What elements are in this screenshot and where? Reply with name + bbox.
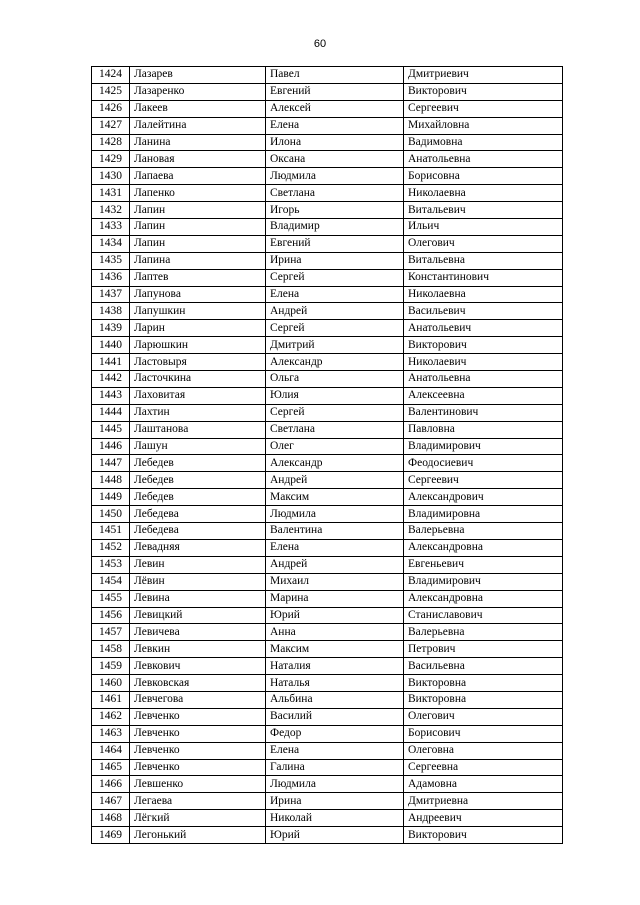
patronymic-cell: Николаевна: [404, 286, 563, 303]
first-name-cell: Наталия: [266, 658, 404, 675]
row-number-cell: 1425: [92, 83, 130, 100]
first-name-cell: Ирина: [266, 252, 404, 269]
table-row: [92, 641, 563, 658]
row-number-cell: 1452: [92, 539, 130, 556]
first-name-cell: Дмитрий: [266, 337, 404, 354]
patronymic-cell: Анатольевич: [404, 320, 563, 337]
row-number-cell: 1463: [92, 725, 130, 742]
table-row: [92, 556, 563, 573]
page-number: 60: [313, 38, 327, 50]
last-name-cell: Левченко: [130, 759, 266, 776]
first-name-cell: Сергей: [266, 320, 404, 337]
table-row: [92, 691, 563, 708]
row-number-cell: 1442: [92, 371, 130, 388]
first-name-cell: Максим: [266, 641, 404, 658]
first-name-cell: Александр: [266, 354, 404, 371]
table-row: [92, 117, 563, 134]
first-name-cell: Евгений: [266, 83, 404, 100]
row-number-cell: 1431: [92, 185, 130, 202]
row-number-cell: 1433: [92, 219, 130, 236]
table-row: [92, 658, 563, 675]
table-row: [92, 252, 563, 269]
last-name-cell: Лазарев: [130, 67, 266, 84]
row-number-cell: 1427: [92, 117, 130, 134]
last-name-cell: Левчегова: [130, 691, 266, 708]
patronymic-cell: Дмитриевна: [404, 793, 563, 810]
patronymic-cell: Васильевна: [404, 658, 563, 675]
table-row: [92, 168, 563, 185]
first-name-cell: Александр: [266, 455, 404, 472]
table-row: [92, 404, 563, 421]
first-name-cell: Елена: [266, 286, 404, 303]
names-table: [91, 66, 563, 844]
last-name-cell: Левкин: [130, 641, 266, 658]
patronymic-cell: Петрович: [404, 641, 563, 658]
patronymic-cell: Викторович: [404, 827, 563, 844]
table-row: [92, 438, 563, 455]
table-row: [92, 827, 563, 844]
table-row: [92, 303, 563, 320]
first-name-cell: Евгений: [266, 235, 404, 252]
table-row: [92, 337, 563, 354]
last-name-cell: Ласточкина: [130, 371, 266, 388]
first-name-cell: Елена: [266, 742, 404, 759]
table-row: [92, 539, 563, 556]
row-number-cell: 1451: [92, 523, 130, 540]
patronymic-cell: Константинович: [404, 269, 563, 286]
table-row: [92, 67, 563, 84]
first-name-cell: Людмила: [266, 168, 404, 185]
table-row: [92, 725, 563, 742]
last-name-cell: Левшенко: [130, 776, 266, 793]
row-number-cell: 1455: [92, 590, 130, 607]
first-name-cell: Юлия: [266, 387, 404, 404]
table-row: [92, 185, 563, 202]
first-name-cell: Светлана: [266, 421, 404, 438]
patronymic-cell: Ильич: [404, 219, 563, 236]
last-name-cell: Ларюшкин: [130, 337, 266, 354]
last-name-cell: Левицкий: [130, 607, 266, 624]
row-number-cell: 1441: [92, 354, 130, 371]
table-row: [92, 624, 563, 641]
first-name-cell: Андрей: [266, 472, 404, 489]
row-number-cell: 1465: [92, 759, 130, 776]
table-row: [92, 151, 563, 168]
table-row: [92, 83, 563, 100]
first-name-cell: Альбина: [266, 691, 404, 708]
patronymic-cell: Владимировна: [404, 506, 563, 523]
row-number-cell: 1460: [92, 675, 130, 692]
patronymic-cell: Дмитриевич: [404, 67, 563, 84]
table-row: [92, 675, 563, 692]
row-number-cell: 1467: [92, 793, 130, 810]
table-row: [92, 590, 563, 607]
patronymic-cell: Сергеевич: [404, 100, 563, 117]
first-name-cell: Анна: [266, 624, 404, 641]
row-number-cell: 1443: [92, 387, 130, 404]
table-row: [92, 759, 563, 776]
table-row: [92, 607, 563, 624]
last-name-cell: Лаховитая: [130, 387, 266, 404]
row-number-cell: 1461: [92, 691, 130, 708]
last-name-cell: Левадняя: [130, 539, 266, 556]
first-name-cell: Сергей: [266, 269, 404, 286]
last-name-cell: Лашун: [130, 438, 266, 455]
table-row: [92, 455, 563, 472]
last-name-cell: Лановая: [130, 151, 266, 168]
patronymic-cell: Сергеевна: [404, 759, 563, 776]
patronymic-cell: Адамовна: [404, 776, 563, 793]
first-name-cell: Юрий: [266, 607, 404, 624]
table-row: [92, 286, 563, 303]
table-row: [92, 742, 563, 759]
last-name-cell: Лапина: [130, 252, 266, 269]
patronymic-cell: Владимирович: [404, 438, 563, 455]
patronymic-cell: Феодосиевич: [404, 455, 563, 472]
row-number-cell: 1429: [92, 151, 130, 168]
first-name-cell: Павел: [266, 67, 404, 84]
patronymic-cell: Олеговна: [404, 742, 563, 759]
row-number-cell: 1468: [92, 810, 130, 827]
table-row: [92, 708, 563, 725]
row-number-cell: 1435: [92, 252, 130, 269]
patronymic-cell: Викторович: [404, 337, 563, 354]
last-name-cell: Лапаева: [130, 168, 266, 185]
first-name-cell: Оксана: [266, 151, 404, 168]
first-name-cell: Владимир: [266, 219, 404, 236]
table-row: [92, 269, 563, 286]
row-number-cell: 1464: [92, 742, 130, 759]
patronymic-cell: Николаевна: [404, 185, 563, 202]
table-row: [92, 371, 563, 388]
first-name-cell: Елена: [266, 117, 404, 134]
first-name-cell: Галина: [266, 759, 404, 776]
first-name-cell: Людмила: [266, 776, 404, 793]
last-name-cell: Лебедев: [130, 489, 266, 506]
patronymic-cell: Павловна: [404, 421, 563, 438]
last-name-cell: Лапин: [130, 235, 266, 252]
row-number-cell: 1430: [92, 168, 130, 185]
last-name-cell: Левченко: [130, 708, 266, 725]
row-number-cell: 1449: [92, 489, 130, 506]
row-number-cell: 1436: [92, 269, 130, 286]
row-number-cell: 1446: [92, 438, 130, 455]
first-name-cell: Валентина: [266, 523, 404, 540]
row-number-cell: 1457: [92, 624, 130, 641]
table-row: [92, 573, 563, 590]
row-number-cell: 1453: [92, 556, 130, 573]
first-name-cell: Игорь: [266, 202, 404, 219]
patronymic-cell: Андреевич: [404, 810, 563, 827]
patronymic-cell: Викторович: [404, 83, 563, 100]
last-name-cell: Левковская: [130, 675, 266, 692]
row-number-cell: 1437: [92, 286, 130, 303]
patronymic-cell: Вадимовна: [404, 134, 563, 151]
row-number-cell: 1458: [92, 641, 130, 658]
last-name-cell: Лебедева: [130, 506, 266, 523]
patronymic-cell: Викторовна: [404, 675, 563, 692]
last-name-cell: Лёгкий: [130, 810, 266, 827]
last-name-cell: Левченко: [130, 742, 266, 759]
row-number-cell: 1456: [92, 607, 130, 624]
first-name-cell: Наталья: [266, 675, 404, 692]
first-name-cell: Николай: [266, 810, 404, 827]
row-number-cell: 1438: [92, 303, 130, 320]
table-row: [92, 387, 563, 404]
last-name-cell: Левина: [130, 590, 266, 607]
first-name-cell: Алексей: [266, 100, 404, 117]
last-name-cell: Левин: [130, 556, 266, 573]
patronymic-cell: Владимирович: [404, 573, 563, 590]
last-name-cell: Легонький: [130, 827, 266, 844]
table-row: [92, 134, 563, 151]
patronymic-cell: Александрович: [404, 489, 563, 506]
row-number-cell: 1445: [92, 421, 130, 438]
first-name-cell: Илона: [266, 134, 404, 151]
row-number-cell: 1450: [92, 506, 130, 523]
last-name-cell: Лапушкин: [130, 303, 266, 320]
first-name-cell: Федор: [266, 725, 404, 742]
patronymic-cell: Валерьевна: [404, 624, 563, 641]
last-name-cell: Ланина: [130, 134, 266, 151]
patronymic-cell: Алексеевна: [404, 387, 563, 404]
row-number-cell: 1462: [92, 708, 130, 725]
first-name-cell: Ирина: [266, 793, 404, 810]
last-name-cell: Лебедев: [130, 455, 266, 472]
row-number-cell: 1434: [92, 235, 130, 252]
first-name-cell: Марина: [266, 590, 404, 607]
last-name-cell: Легаева: [130, 793, 266, 810]
row-number-cell: 1432: [92, 202, 130, 219]
last-name-cell: Лебедева: [130, 523, 266, 540]
patronymic-cell: Александровна: [404, 590, 563, 607]
patronymic-cell: Витальевич: [404, 202, 563, 219]
table-row: [92, 320, 563, 337]
table-row: [92, 354, 563, 371]
first-name-cell: Светлана: [266, 185, 404, 202]
first-name-cell: Елена: [266, 539, 404, 556]
patronymic-cell: Витальевна: [404, 252, 563, 269]
row-number-cell: 1448: [92, 472, 130, 489]
first-name-cell: Юрий: [266, 827, 404, 844]
last-name-cell: Левкович: [130, 658, 266, 675]
last-name-cell: Лапунова: [130, 286, 266, 303]
patronymic-cell: Анатольевна: [404, 151, 563, 168]
last-name-cell: Лакеев: [130, 100, 266, 117]
last-name-cell: Лазаренко: [130, 83, 266, 100]
row-number-cell: 1426: [92, 100, 130, 117]
last-name-cell: Левичева: [130, 624, 266, 641]
table-row: [92, 421, 563, 438]
last-name-cell: Лалейтина: [130, 117, 266, 134]
row-number-cell: 1428: [92, 134, 130, 151]
first-name-cell: Людмила: [266, 506, 404, 523]
last-name-cell: Лёвин: [130, 573, 266, 590]
row-number-cell: 1440: [92, 337, 130, 354]
table-row: [92, 810, 563, 827]
first-name-cell: Михаил: [266, 573, 404, 590]
patronymic-cell: Валентинович: [404, 404, 563, 421]
patronymic-cell: Васильевич: [404, 303, 563, 320]
patronymic-cell: Борисович: [404, 725, 563, 742]
table-row: [92, 506, 563, 523]
names-table-body: [92, 67, 563, 844]
first-name-cell: Ольга: [266, 371, 404, 388]
last-name-cell: Левченко: [130, 725, 266, 742]
patronymic-cell: Александровна: [404, 539, 563, 556]
table-row: [92, 793, 563, 810]
last-name-cell: Лапин: [130, 219, 266, 236]
last-name-cell: Лапенко: [130, 185, 266, 202]
last-name-cell: Лебедев: [130, 472, 266, 489]
patronymic-cell: Михайловна: [404, 117, 563, 134]
table-row: [92, 100, 563, 117]
last-name-cell: Ластовыря: [130, 354, 266, 371]
patronymic-cell: Анатольевна: [404, 371, 563, 388]
patronymic-cell: Станиславович: [404, 607, 563, 624]
patronymic-cell: Викторовна: [404, 691, 563, 708]
table-row: [92, 523, 563, 540]
last-name-cell: Лаптев: [130, 269, 266, 286]
table-row: [92, 472, 563, 489]
table-row: [92, 776, 563, 793]
patronymic-cell: Сергеевич: [404, 472, 563, 489]
patronymic-cell: Олегович: [404, 708, 563, 725]
last-name-cell: Ларин: [130, 320, 266, 337]
row-number-cell: 1444: [92, 404, 130, 421]
last-name-cell: Лахтин: [130, 404, 266, 421]
patronymic-cell: Борисовна: [404, 168, 563, 185]
patronymic-cell: Валерьевна: [404, 523, 563, 540]
row-number-cell: 1466: [92, 776, 130, 793]
first-name-cell: Андрей: [266, 303, 404, 320]
last-name-cell: Лапин: [130, 202, 266, 219]
first-name-cell: Олег: [266, 438, 404, 455]
table-row: [92, 489, 563, 506]
last-name-cell: Лаштанова: [130, 421, 266, 438]
patronymic-cell: Николаевич: [404, 354, 563, 371]
row-number-cell: 1439: [92, 320, 130, 337]
patronymic-cell: Евгеньевич: [404, 556, 563, 573]
row-number-cell: 1469: [92, 827, 130, 844]
table-row: [92, 202, 563, 219]
first-name-cell: Андрей: [266, 556, 404, 573]
patronymic-cell: Олегович: [404, 235, 563, 252]
first-name-cell: Максим: [266, 489, 404, 506]
row-number-cell: 1424: [92, 67, 130, 84]
table-row: [92, 219, 563, 236]
table-row: [92, 235, 563, 252]
first-name-cell: Василий: [266, 708, 404, 725]
row-number-cell: 1454: [92, 573, 130, 590]
first-name-cell: Сергей: [266, 404, 404, 421]
row-number-cell: 1459: [92, 658, 130, 675]
row-number-cell: 1447: [92, 455, 130, 472]
